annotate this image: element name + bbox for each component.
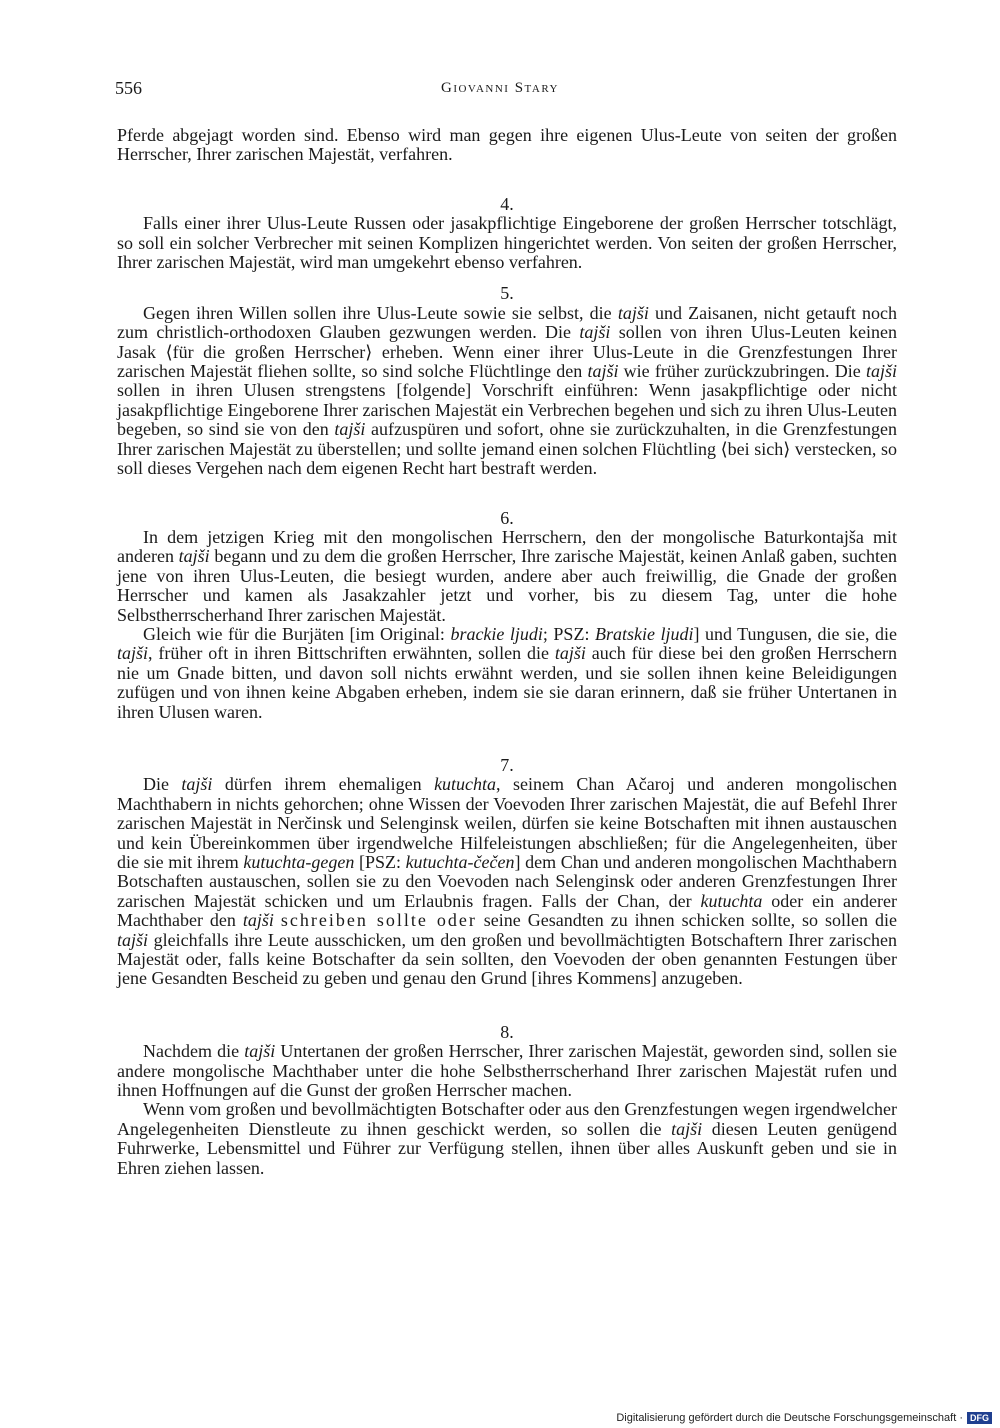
section-number-7: 7.: [500, 754, 514, 775]
body-text: [117, 126, 897, 1178]
page-number: 556: [115, 78, 142, 98]
section-8-paragraph-1: Nachdem die tajši Untertanen der großen Herrscher, Ihrer zarischen Majestät, geworden sind, sollen sie andere mongolische Machthaber unter die hohe Selbstherrscherhand Ihrer zarischen Majestät rufen und ihnen Hoffnungen auf die Gunst der großen Herrscher machen.: [117, 1041, 897, 1101]
section-number-6: 6.: [500, 507, 514, 528]
section-number-8: 8.: [500, 1021, 514, 1042]
section-number-4: 4.: [500, 193, 514, 214]
section-6-paragraph-1: In dem jetzigen Krieg mit den mongolischen Herrschern, den der mongolische Baturkontajša mit anderen tajši begann und zu dem die großen Herrscher, Ihre zarische Majestät, keinen Anlaß gaben, suchten jene von ihren Ulus-Leuten, die besiegt wurden, andere aber auch freiwillig, die Gnade der großen Herrscher und kamen als Jasakzahler jetzt und vorher, bis zu diesem Tag, unter die hohe Selbstherrscherhand Ihrer zarischen Majestät.: [117, 526, 897, 625]
running-head: Giovanni Stary: [440, 80, 559, 96]
section-6-paragraph-2: Gleich wie für die Burjäten [im Original: brackie ljudi; PSZ: Bratskie ljudi] und Tungusen, die sie, die tajši, früher oft in ihren Bittschriften erwähnten, sollen die tajši auch für diese bei den großen Herrschern nie um Gnade bitten, und davon soll nichts erwähnt werden, und sie sollen ihnen keine Beleidigungen zufügen und von ihnen keine Abgaben erheben, indem sie sie daran erinnern, daß sie früher Untertanen in ihren Ulusen waren.: [117, 623, 897, 722]
footer-text: Digitalisierung gefördert durch die Deutsche Forschungsgemeinschaft ·: [616, 1412, 963, 1424]
section-5-paragraph: Gegen ihren Willen sollen ihre Ulus-Leute sowie sie selbst, die tajši und Zaisanen, nicht getauft noch zum christlich-orthodoxen Glauben gezwungen werden. Die tajši sollen von ihren Ulus-Leuten keinen Jasak ⟨für die großen Herrscher⟩ erheben. Wenn einer ihrer Ulus-Leute in die Grenzfestungen Ihrer zarischen Majestät fliehen sollte, so sind solche Flüchtlinge den tajši wie früher zurückzubringen. Die tajši sollen in ihren Ulusen strengstens [folgende] Vorschrift einführen: Wenn jasakpflichtige oder nicht jasakpflichtige Eingeborene Ihrer zarischen Majestät ein Verbrechen begehen und sich zu ihren Ulus-Leuten begeben, so sind sie von den tajši aufzuspüren und sofort, ohne sie zurückzuhalten, in die Grenzfestungen Ihrer zarischen Majestät zu überstellen; und sollte jemand einen solchen Flüchtling ⟨bei sich⟩ verstecken, so soll dieses Vergehen nach dem eigenen Recht hart bestraft werden.: [117, 302, 898, 479]
section-number-5: 5.: [500, 283, 514, 304]
paragraph-continuation: Pferde abgejagt worden sind. Ebenso wird man gegen ihre eigenen Ulus-Leute von seiten der großen Herrscher, Ihrer zarischen Majestät, verfahren.: [117, 125, 897, 165]
section-7-paragraph: Die tajši dürfen ihrem ehemaligen kutuchta, seinem Chan Ačaroj und anderen mongolischen Machthabern in nichts gehorchen; ohne Wissen der Voevoden Ihrer zarischen Majestät, die auf Befehl Ihrer zarischen Majestät in Nerčinsk und Selenginsk weilen, dürfen sie keine Botschaften mit ihnen austauschen und kein Übereinkommen über irgendwelche Hilfeleistungen abschließen; für die Angelegenheiten, über die sie mit ihrem kutuchta-gegen [PSZ: kutuchta-čečen] dem Chan und anderen mongolischen Machthabern Botschaften austauschen, sollen sie zu den Voevoden nach Selenginsk oder anderen Grenzfestungen Ihrer zarischen Majestät schicken und um Erlaubnis fragen. Falls der Chan, der kutuchta oder ein anderer Machthaber den tajši schreiben sollte oder seine Gesandten zu ihnen schicken sollte, so sollen die tajši gleichfalls ihre Leute ausschicken, um den großen und bevollmächtigten Botschaftern Ihrer zarischen Majestät oder, falls keine Botschafter da sein sollten, den Voevoden der oben genannten Festungen über jene Gesandten Bescheid zu geben und genau den Grund [ihres Kommens] anzugeben.: [117, 774, 897, 989]
section-8-paragraph-2: Wenn vom großen und bevollmächtigten Botschafter oder aus den Grenzfestungen wegen irgendwelcher Angelegenheiten Dienstleute zu ihnen geschickt werden, so sollen die tajši diesen Leuten genügend Fuhrwerke, Lebensmittel und Führer zur Verfügung stellen, ihnen über alles Auskunft geben und sie in Ehren ziehen lassen.: [117, 1099, 898, 1178]
dfg-logo: DFG: [967, 1412, 992, 1424]
digitization-footer: [616, 1412, 992, 1424]
section-4-paragraph: Falls einer ihrer Ulus-Leute Russen oder jasakpflichtige Eingeborene der großen Herrscher totschlägt, so soll ein solcher Verbrecher mit seinen Komplizen hingerichtet werden. Von seiten der großen Herrscher, Ihrer zarischen Majestät, wird man umgekehrt ebenso verfahren.: [117, 213, 897, 273]
